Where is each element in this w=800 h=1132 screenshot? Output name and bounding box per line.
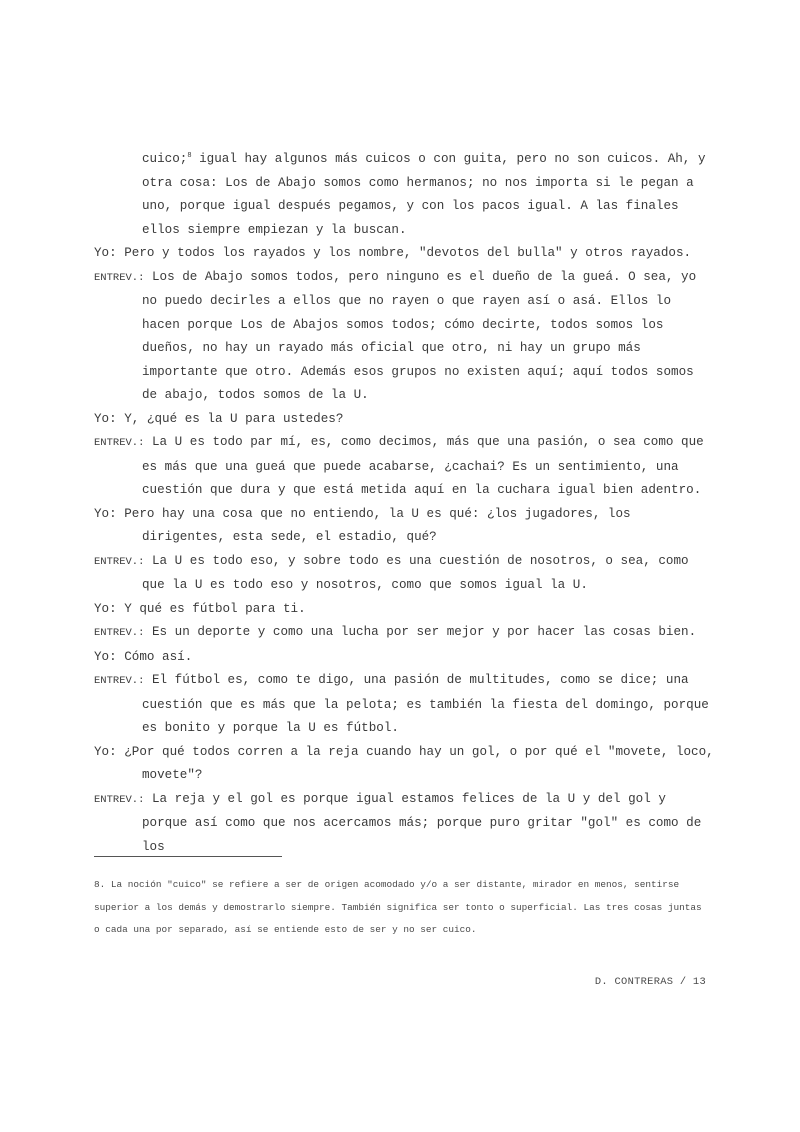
interview-turn — [94, 408, 714, 432]
interview-turn — [94, 242, 714, 266]
speaker-label: Yo: — [94, 411, 117, 426]
speaker-label: ENTREV.: — [94, 271, 145, 284]
turn-text: Pero y todos los rayados y los nombre, "devotos del bulla" y otros rayados. — [124, 246, 692, 260]
footnote-divider — [94, 856, 282, 857]
paragraph-continuation — [94, 148, 714, 242]
speaker-label: ENTREV.: — [94, 627, 145, 639]
speaker-label: ENTREV.: — [94, 437, 145, 449]
interview-turn — [94, 621, 714, 646]
speaker-label: Yo: — [94, 506, 117, 521]
interview-turn — [94, 503, 714, 550]
turn-text: Pero hay una cosa que no entiendo, la U es qué: ¿los jugadores, los dirigentes, esta sede, el estadio, qué? — [124, 506, 631, 544]
speaker-label: Yo: — [94, 601, 117, 616]
turn-text: Los de Abajo somos todos, pero ninguno es el dueño de la gueá. O sea, yo no puedo decirles a ellos que no rayen o que rayen así o asá. Ellos lo hacen porque Los de Abajos somos todos; cómo decirte, todos somos los dueños, no hay un rayado más oficial que otro, ni hay un grupo más importante que otro. Además esos grupos no existen aquí; aquí todos somos de abajo, todos somos de la U. — [142, 269, 697, 402]
speaker-label: ENTREV.: — [94, 675, 145, 687]
interview-turn — [94, 741, 714, 788]
interview-turn — [94, 266, 714, 408]
turn-text: La U es todo par mí, es, como decimos, más que una pasión, o sea como que es más que una gueá que puede acabarse, ¿cachai? Es un sentimiento, una cuestión que dura y que está metida aquí en la cuchara igual bien adentro. — [142, 435, 704, 497]
interview-turn — [94, 598, 714, 622]
speaker-label: ENTREV.: — [94, 555, 145, 568]
text-line: ellos siempre empiezan y la buscan. — [142, 222, 407, 237]
interview-turn — [94, 669, 714, 741]
text-line: cuico; — [142, 152, 188, 166]
turn-text: ¿Por qué todos corren a la reja cuando hay un gol, o por qué el "movete, loco, movete"? — [124, 744, 714, 782]
interview-turn — [94, 431, 714, 503]
speaker-label: Yo: — [94, 649, 117, 664]
speaker-label: ENTREV.: — [94, 793, 145, 806]
interview-turns — [94, 242, 714, 859]
interview-turn — [94, 646, 714, 670]
turn-text: Cómo así. — [124, 649, 193, 664]
text-line: igual hay algunos más cuicos o con guita, pero no son cuicos. Ah, — [199, 152, 691, 166]
text-line: a uno, porque igual después pegamos, y con los pacos igual. A las finales — [142, 175, 694, 213]
body-text — [94, 148, 714, 859]
footnote: 8. La noción "cuico" se refiere a ser de origen acomodado y/o a ser distante, mirador en menos, sentirse superior a los demás y demostrarlo siempre. También significa ser tonto o superficial. Las tres cosas juntas o cada una por separado, así se entiende esto de ser y no ser cuico. — [94, 879, 702, 935]
turn-text: El fútbol es, como te digo, una pasión de multitudes, como se dice; una cuestión que es más que la pelota; es también la fiesta del domingo, porque es bonito y porque la U es fútbol. — [142, 673, 709, 735]
turn-text: La reja y el gol es porque igual estamos felices de la U y del gol y porque así como que nos acercamos más; porque puro gritar "gol" es como de los — [142, 791, 702, 854]
speaker-label: Yo: — [94, 246, 117, 260]
interview-turn — [94, 788, 714, 860]
turn-text: Y qué es fútbol para ti. — [124, 601, 306, 616]
interview-turn — [94, 550, 714, 598]
turn-text: Es un deporte y como una lucha por ser mejor y por hacer las cosas bien. — [151, 625, 697, 639]
footnote-reference: 8 — [187, 151, 192, 160]
text-line: y otra cosa: Los de Abajo somos como hermanos; no nos importa si le pegan — [142, 152, 706, 190]
speaker-label: Yo: — [94, 744, 117, 759]
turn-text: La U es todo eso, y sobre todo es una cuestión de nosotros, o sea, como que la U es todo eso y nosotros, como que somos igual la U. — [142, 553, 689, 592]
turn-text: Y, ¿qué es la U para ustedes? — [124, 411, 344, 426]
page-number: D. CONTRERAS / 13 — [594, 976, 706, 988]
